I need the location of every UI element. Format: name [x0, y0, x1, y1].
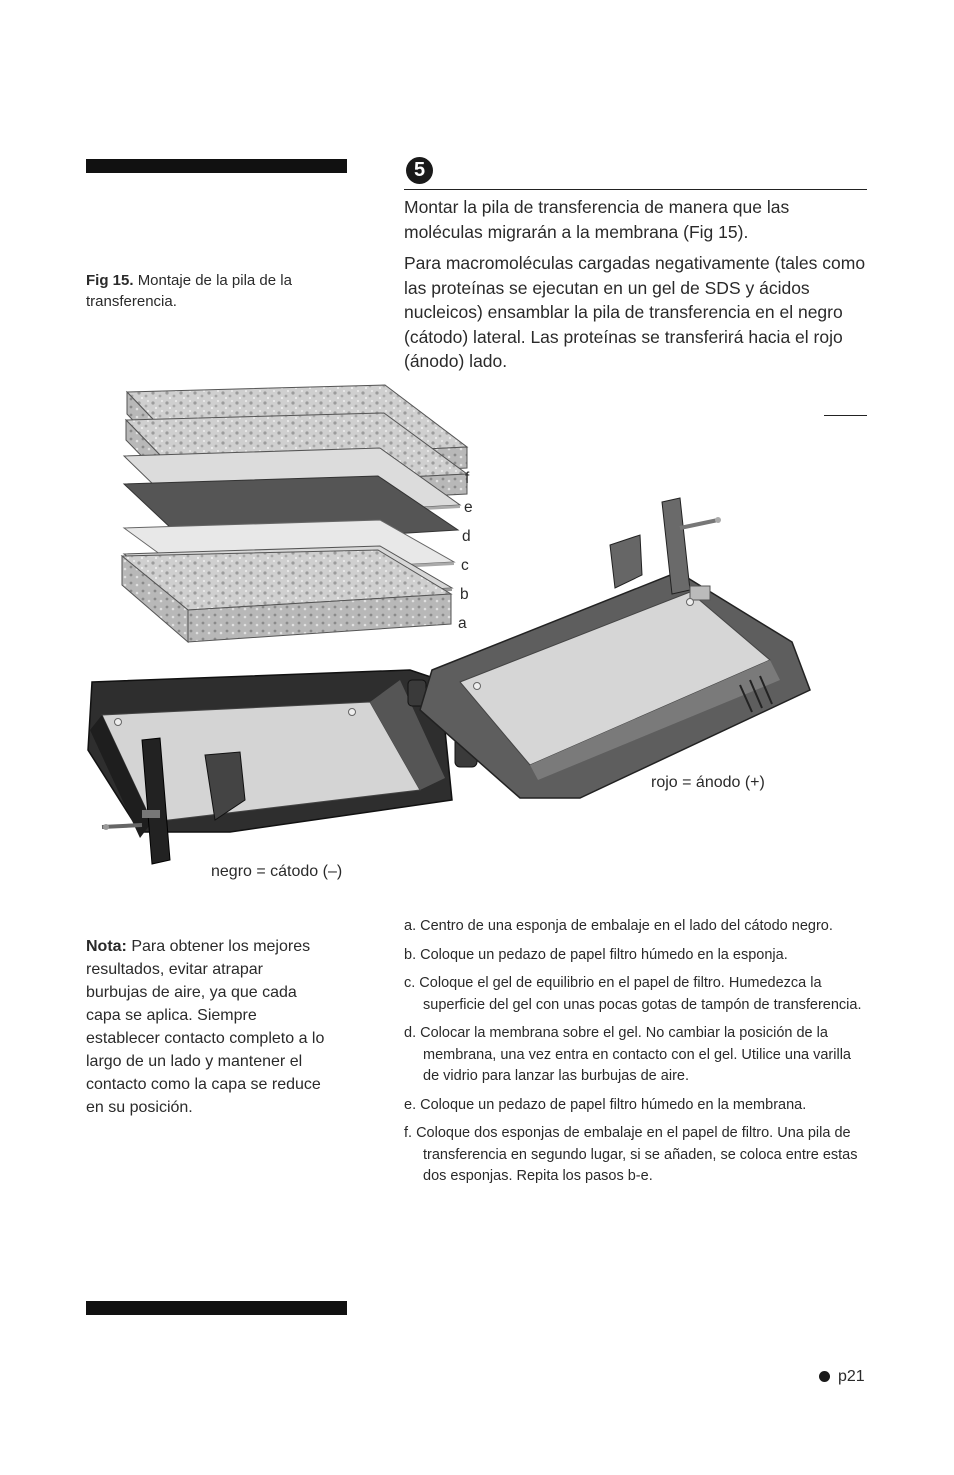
layer-letter-d: d [462, 528, 471, 545]
figure-caption-text: Montaje de la pila de la transferencia. [86, 272, 292, 310]
note-label: Nota: [86, 938, 127, 955]
sponge-a [122, 550, 451, 642]
layer-letter-f: f [465, 470, 470, 487]
bottom-left-bar [86, 1301, 347, 1315]
layer-letter-b: b [460, 586, 469, 603]
steps-list [404, 916, 868, 1195]
step-rule [404, 189, 867, 190]
note-block [86, 935, 328, 1119]
cathode-tray [88, 670, 477, 864]
figure-side-rule [824, 415, 867, 416]
page-number [819, 1368, 865, 1386]
layer-letter-a: a [458, 615, 467, 632]
layer-letter-e: e [464, 499, 473, 516]
list-item: f. Coloque dos esponjas de embalaje en el papel de filtro. Una pila de transferencia en segundo lugar, si se añaden, se coloca entre estas dos esponjas. Repita los pasos b-e. [404, 1125, 858, 1184]
list-item: a. Centro de una esponja de embalaje en el lado del cátodo negro. [404, 918, 833, 934]
layer-letter-c: c [461, 557, 469, 574]
transfer-stack-illustration [80, 380, 820, 870]
list-item: b. Coloque un pedazo de papel filtro húmedo en la esponja. [404, 946, 788, 963]
top-left-bar [86, 159, 347, 173]
anode-label: rojo = ánodo (+) [651, 774, 765, 791]
intro-paragraph-1: Montar la pila de transferencia de manera que las moléculas migrarán a la membrana (Fig 15). [404, 197, 790, 242]
figure-caption-label: Fig 15. [86, 272, 134, 289]
intro-paragraph-2: Para macromoléculas cargadas negativamente (tales como las proteínas se ejecutan en un gel de SDS y ácidos nucleicos) ensamblar la pila de transferencia en el negro (cátodo) lateral. Las proteínas se transferirá hacia el rojo (ánodo) lado. [404, 253, 866, 371]
page-number-text: p21 [838, 1368, 865, 1385]
anode-tray [420, 498, 810, 798]
bullet-icon [819, 1371, 830, 1382]
list-item: d. Colocar la membrana sobre el gel. No cambiar la posición de la membrana, una vez entra en contacto con el gel. Utilice una varilla de vidrio para lanzar las burbujas de aire. [404, 1025, 851, 1084]
list-item: e. Coloque un pedazo de papel filtro húmedo en la membrana. [404, 1096, 807, 1113]
step-number-badge: 5 [406, 157, 433, 184]
figure-caption [86, 270, 348, 312]
list-item: c. Coloque el gel de equilibrio en el papel de filtro. Humedezca la superficie del gel con unas pocas gotas de tampón de transferencia. [404, 975, 862, 1013]
cathode-label: negro = cátodo (–) [211, 863, 343, 880]
note-text: Para obtener los mejores resultados, evitar atrapar burbujas de aire, ya que cada capa se aplica. Siempre establecer contacto completo a lo largo de un lado y mantener el contacto como la capa se reduce en su posición. [86, 938, 325, 1116]
